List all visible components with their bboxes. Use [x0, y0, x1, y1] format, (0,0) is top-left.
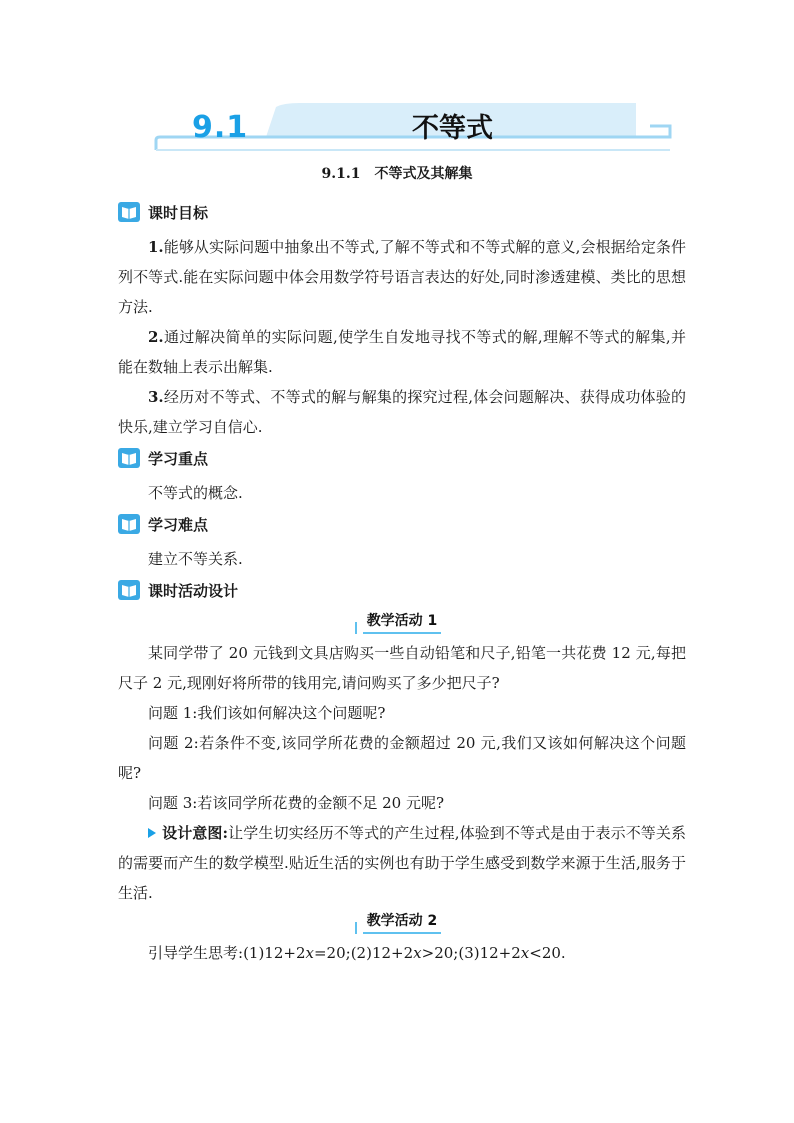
section-heading	[118, 578, 686, 602]
goals-section	[118, 200, 686, 442]
goal-text: 经历对不等式、不等式的解与解集的探究过程,体会问题解决、获得成功体验的快乐,建立学习自信心.	[118, 388, 686, 436]
section-heading	[118, 446, 686, 470]
chapter-number: 9.1	[192, 110, 249, 145]
question-3: 问题 3:若该同学所花费的金额不足 20 元呢?	[148, 794, 445, 812]
goal-number: 1.	[148, 238, 164, 256]
question-1: 问题 1:我们该如何解决这个问题呢?	[148, 704, 386, 722]
goal-item-3	[118, 382, 686, 442]
expr-1-left: (1)12+2	[243, 944, 306, 962]
header-decoration	[0, 0, 794, 170]
goal-text: 通过解决简单的实际问题,使学生自发地寻找不等式的解,理解不等式的解集,并能在数轴上表示出解集.	[118, 328, 686, 376]
goal-text: 能够从实际问题中抽象出不等式,了解不等式和不等式解的意义,会根据给定条件列不等式.能在实际问题中体会用数学符号语言表达的好处,同时渗透建模、类比的思想方法.	[118, 238, 686, 316]
chapter-title: 不等式	[412, 113, 493, 144]
expr-3-right: <20.	[529, 944, 566, 962]
goal-item-2	[118, 322, 686, 382]
variable-x: x	[305, 944, 314, 962]
activity-title: 教学活动 1	[363, 610, 442, 634]
content	[118, 196, 686, 972]
intent-text: 让学生切实经历不等式的产生过程,体验到不等式是由于表示不等关系的需要而产生的数学模型.贴近生活的实例也有助于学生感受到数学来源于生活,服务于生活.	[118, 824, 686, 902]
chapter-header	[0, 0, 794, 170]
book-icon	[118, 514, 140, 534]
key-points-section	[118, 446, 686, 508]
triangle-marker-icon	[148, 828, 156, 838]
section-heading	[118, 512, 686, 536]
section-heading	[118, 200, 686, 224]
variable-x: x	[413, 944, 422, 962]
variable-x: x	[520, 944, 530, 962]
expr-2-left: (2)12+2	[350, 944, 414, 962]
activity-2-prefix: 引导学生思考:	[148, 944, 244, 962]
goal-number: 2.	[148, 328, 164, 346]
activity-1-intro: 某同学带了 20 元钱到文具店购买一些自动铅笔和尺子,铅笔一共花费 12 元,每把尺子 2 元,现刚好将所带的钱用完,请问购买了多少把尺子?	[118, 644, 686, 692]
intent-label: 设计意图:	[162, 824, 229, 842]
book-icon	[118, 580, 140, 600]
goal-number: 3.	[148, 388, 164, 406]
section-title: 学习重点	[148, 449, 209, 468]
expr-2-right: >20;	[421, 944, 459, 962]
difficulties-section	[118, 512, 686, 574]
section-title: 课时活动设计	[148, 581, 239, 600]
expr-1-right: =20;	[313, 944, 351, 962]
activity-1-heading	[118, 610, 686, 634]
expr-3-left: (3)12+2	[458, 944, 521, 962]
goal-item-1	[118, 232, 686, 322]
section-title: 学习难点	[148, 515, 209, 534]
activity-title: 教学活动 2	[363, 910, 442, 934]
activity-2-heading	[118, 910, 686, 934]
book-icon	[118, 448, 140, 468]
design-intent	[118, 818, 686, 908]
difficulty-text: 建立不等关系.	[148, 550, 243, 568]
section-title: 课时目标	[148, 203, 209, 222]
book-icon	[118, 202, 140, 222]
key-point-text: 不等式的概念.	[148, 484, 243, 502]
section-subtitle: 9.1.1 不等式及其解集	[321, 166, 473, 182]
question-2: 问题 2:若条件不变,该同学所花费的金额超过 20 元,我们又该如何解决这个问题呢?	[118, 734, 686, 782]
activity-2-text	[118, 938, 686, 968]
activities-section	[118, 578, 686, 968]
